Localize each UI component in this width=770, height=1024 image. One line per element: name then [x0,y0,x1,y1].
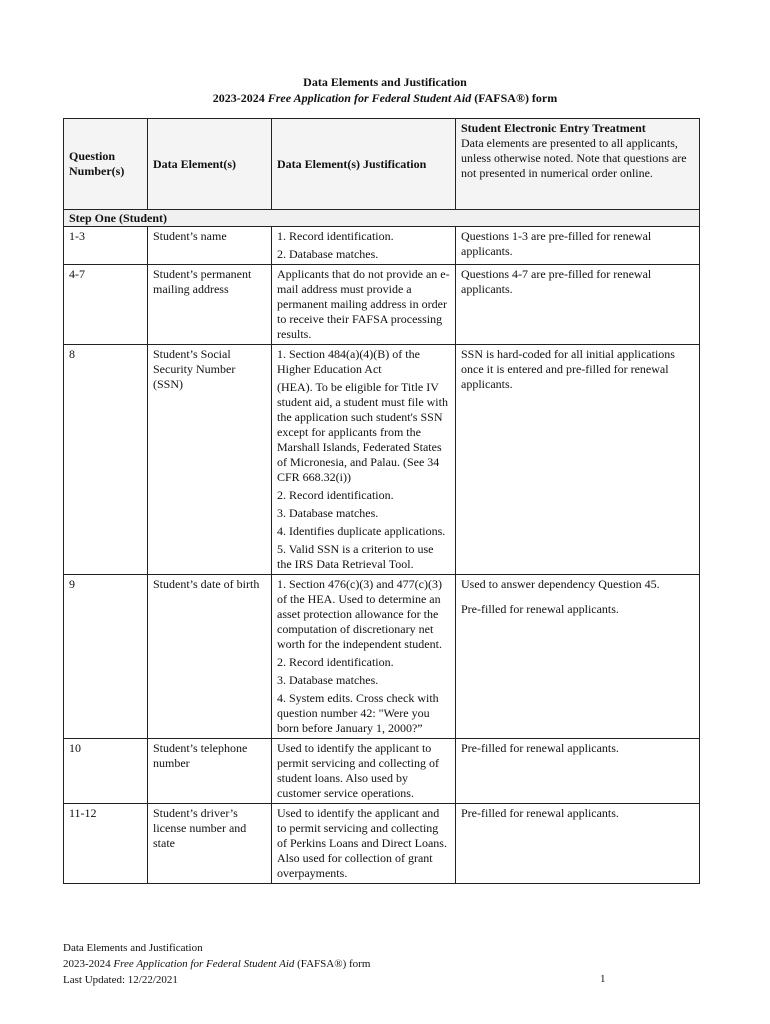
treatment-cell [456,345,700,575]
justification-paragraph: 2. Record identification. [277,488,394,502]
document-subtitle [0,91,770,106]
document-title: Data Elements and Justification [303,75,467,89]
question-number-cell: 10 [64,739,148,804]
header-entry-treatment [456,119,700,210]
justification-paragraph: 2. Record identification. [277,655,394,669]
step-row [64,210,700,227]
subtitle-year: 2023-2024 [212,91,265,105]
justification-paragraph: 2. Database matches. [277,247,379,261]
question-number-cell: 9 [64,575,148,739]
justification-cell [272,575,456,739]
treatment-note: Data elements are presented to all applicants, unless otherwise noted. Note that questions are not presented in numerical order online. [461,136,687,180]
treatment-paragraph: Pre-filled for renewal applicants. [461,741,619,755]
page-number: 1 [600,973,606,985]
data-element-cell: Student’s permanent mailing address [148,265,272,345]
table-row [64,804,700,884]
treatment-title: Student Electronic Entry Treatment [461,121,646,135]
justification-cell [272,739,456,804]
table-row [64,345,700,575]
data-element-cell: Student’s Social Security Number (SSN) [148,345,272,575]
justification-paragraph: 4. Identifies duplicate applications. [277,524,446,538]
step-label: Step One (Student) [64,210,700,227]
treatment-paragraph: Questions 4-7 are pre-filled for renewal applicants. [461,267,652,296]
footer-year: 2023-2024 [63,958,111,970]
treatment-paragraph: SSN is hard-coded for all initial applications once it is entered and pre-filled for renewal applicants. [461,347,675,391]
data-elements-table [63,118,700,884]
treatment-cell [456,739,700,804]
justification-cell [272,265,456,345]
data-element-cell: Student’s telephone number [148,739,272,804]
table-row [64,265,700,345]
justification-paragraph: (HEA). To be eligible for Title IV student aid, a student must file with the application such student's SSN except for applicants from the Marshall Islands, Federated States of Micronesia, and Palau. (See 34 CFR 668.32(i)) [277,380,448,484]
justification-paragraph: 3. Database matches. [277,673,379,687]
data-element-cell: Student’s name [148,227,272,265]
justification-cell [272,227,456,265]
table-row [64,575,700,739]
header-question-number: Question Number(s) [64,119,148,210]
justification-paragraph: 5. Valid SSN is a criterion to use the IRS Data Retrieval Tool. [277,542,434,571]
question-number-cell: 8 [64,345,148,575]
header-data-element: Data Element(s) [148,119,272,210]
table-header-row [64,119,700,210]
subtitle-italic: Free Application for Federal Student Aid [267,91,472,105]
justification-cell [272,345,456,575]
justification-paragraph: Used to identify the applicant to permit servicing and collecting of student loans. Also used by customer service operations. [277,741,439,800]
footer-line1: Data Elements and Justification [63,942,203,954]
justification-paragraph: Used to identify the applicant and to permit servicing and collecting of Perkins Loans and Direct Loans. Also used for collection of grant overpayments. [277,806,447,880]
treatment-cell [456,575,700,739]
justification-paragraph: 1. Record identification. [277,229,394,243]
justification-paragraph: 4. System edits. Cross check with question number 42: "Were you born before January 1, 2000?” [277,691,439,735]
justification-paragraph: Applicants that do not provide an e-mail address must provide a permanent mailing address in order to receive their FAFSA processing results. [277,267,450,341]
question-number-cell: 11-12 [64,804,148,884]
table-body [64,227,700,884]
header-justification: Data Element(s) Justification [272,119,456,210]
justification-cell [272,804,456,884]
treatment-cell [456,265,700,345]
justification-paragraph: 1. Section 476(c)(3) and 477(c)(3) of the HEA. Used to determine an asset protection allowance for the computation of discretionary net worth for the independent student. [277,577,442,651]
treatment-cell [456,804,700,884]
justification-paragraph: 3. Database matches. [277,506,379,520]
data-element-cell: Student’s driver’s license number and state [148,804,272,884]
treatment-paragraph: Pre-filled for renewal applicants. [461,806,619,820]
data-element-cell: Student’s date of birth [148,575,272,739]
table-row [64,739,700,804]
table-row [64,227,700,265]
footer-updated: Last Updated: 12/22/2021 [63,974,178,986]
footer-suffix: (FAFSA®) form [297,958,371,970]
footer-line2 [63,957,370,972]
footer-italic: Free Application for Federal Student Aid [113,958,295,970]
question-number-cell: 1-3 [64,227,148,265]
treatment-cell [456,227,700,265]
subtitle-suffix: (FAFSA®) form [474,91,558,105]
question-number-cell: 4-7 [64,265,148,345]
treatment-paragraph: Pre-filled for renewal applicants. [461,602,619,616]
justification-paragraph: 1. Section 484(a)(4)(B) of the Higher Education Act [277,347,420,376]
treatment-paragraph: Used to answer dependency Question 45. [461,577,660,591]
treatment-paragraph: Questions 1-3 are pre-filled for renewal applicants. [461,229,652,258]
